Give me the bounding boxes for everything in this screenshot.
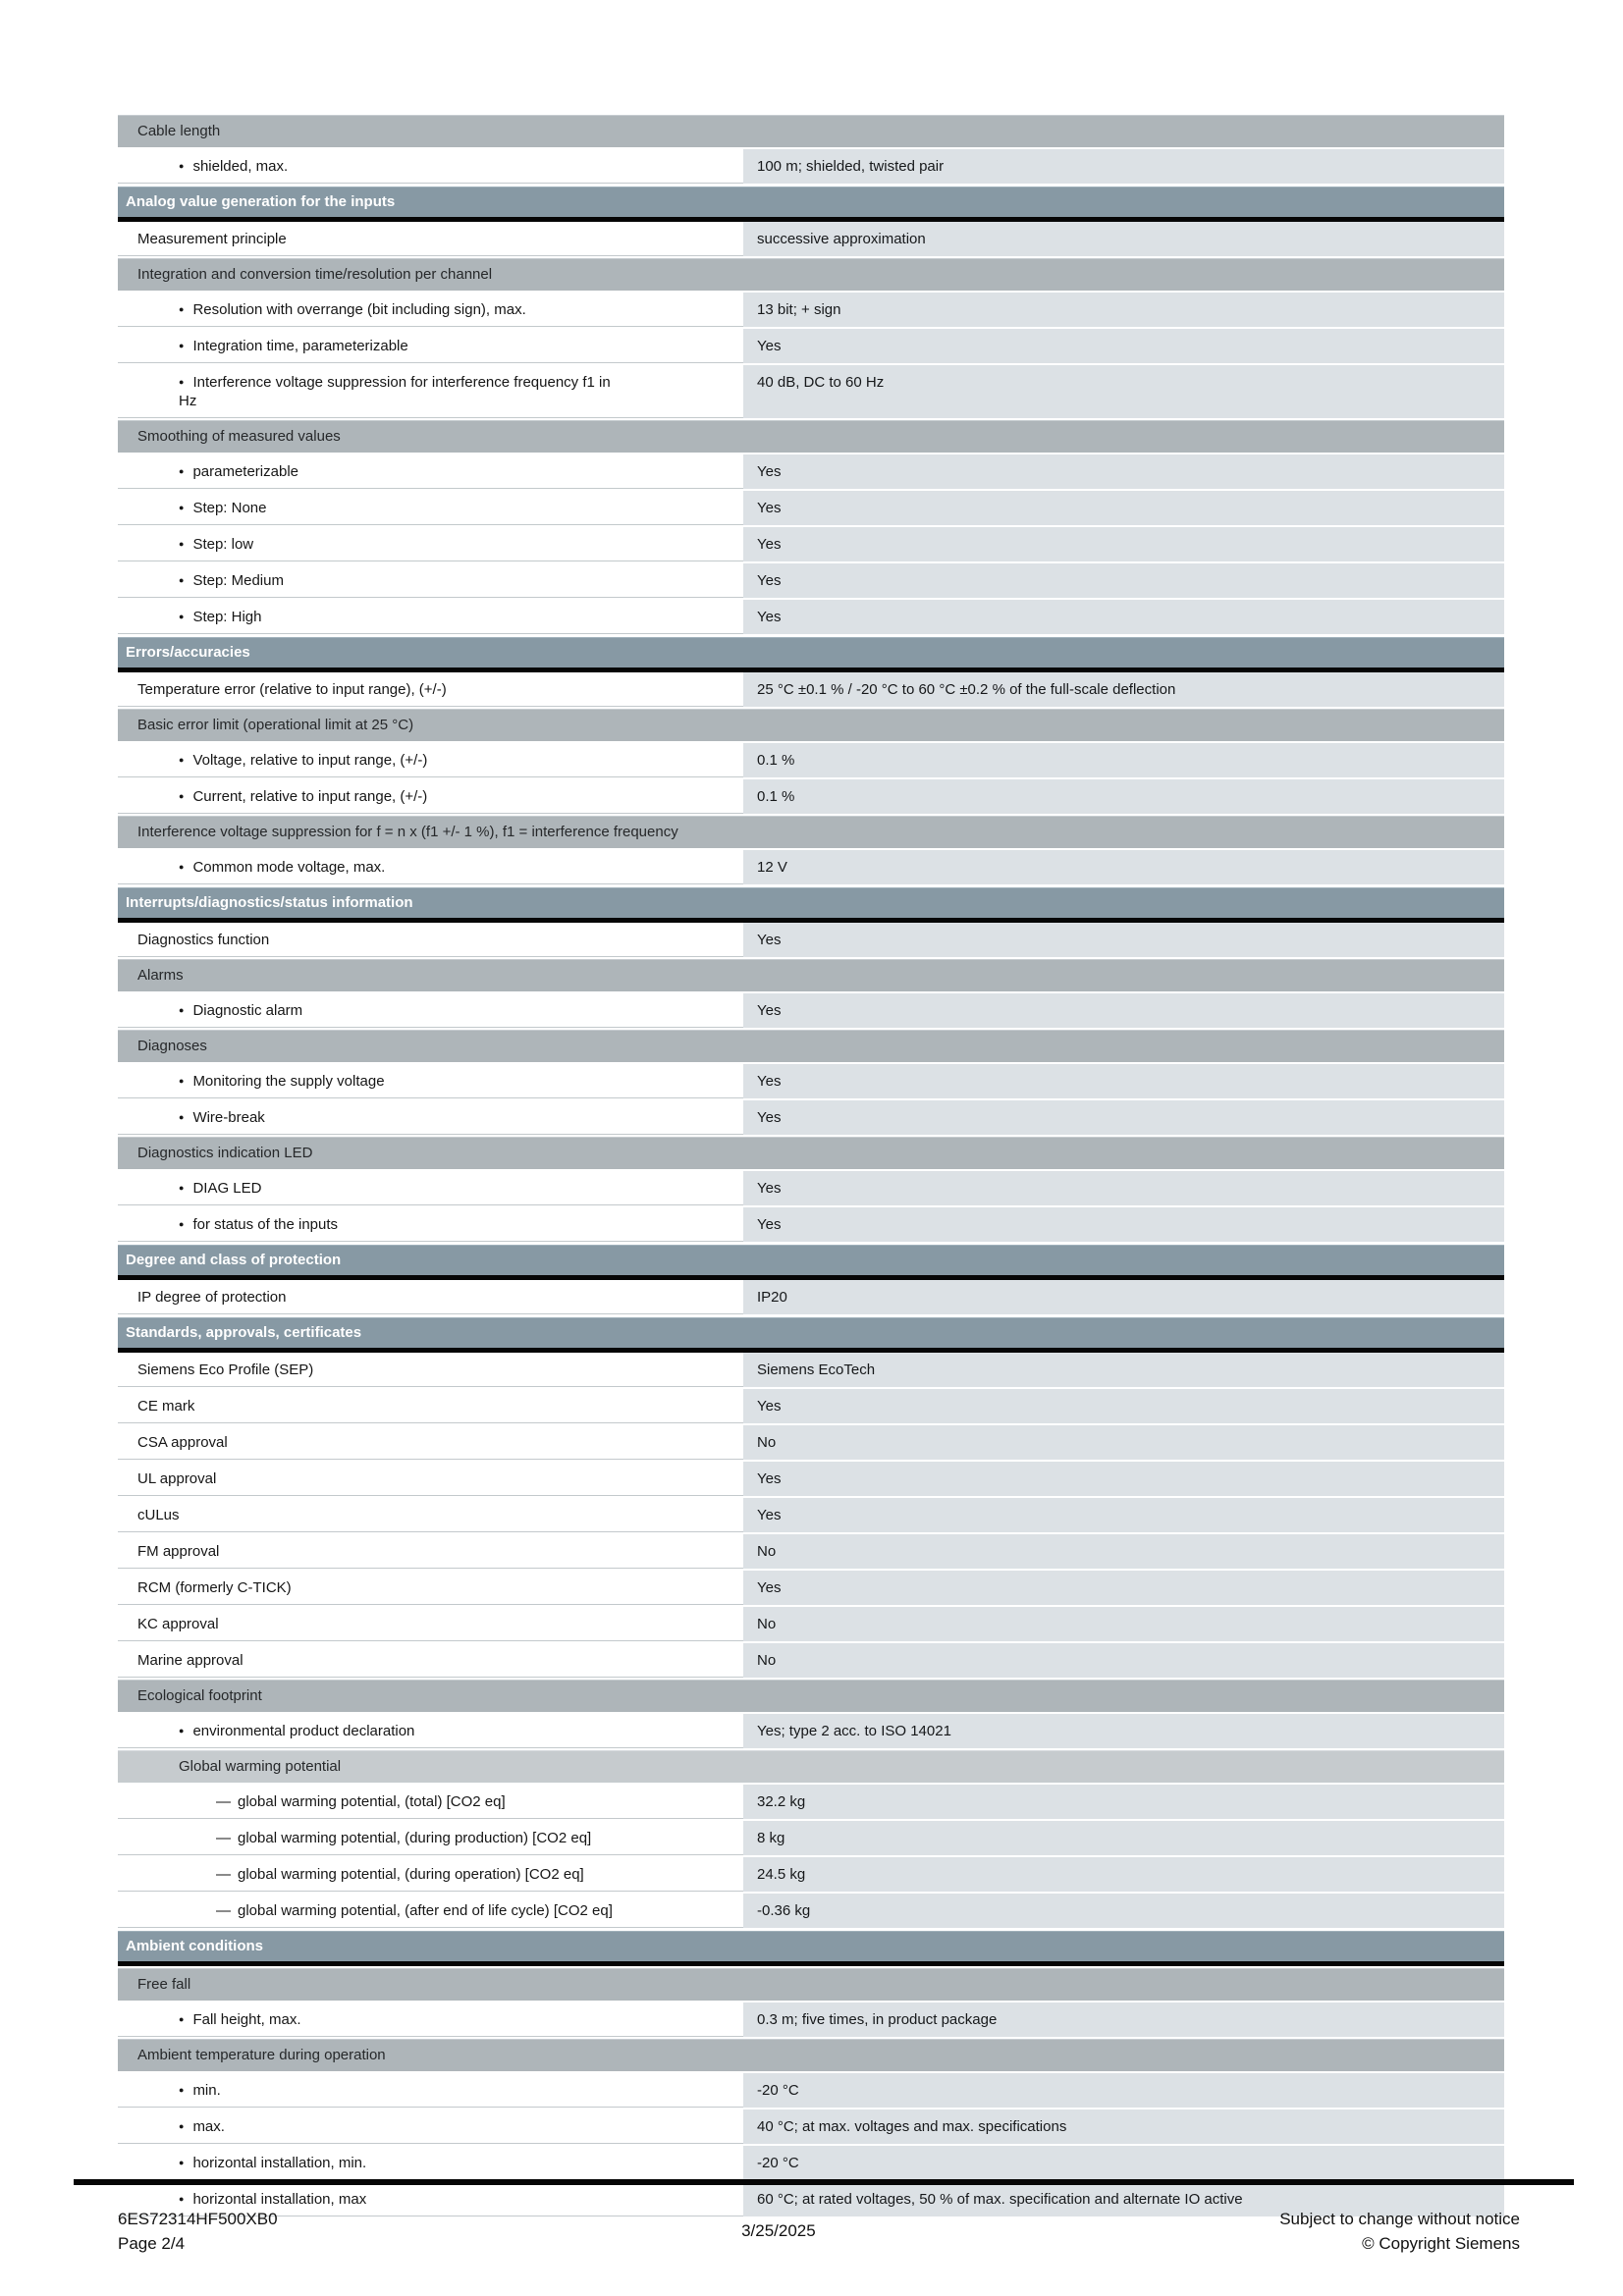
spec-value: Yes: [743, 993, 1504, 1028]
spec-row: [118, 1171, 1504, 1205]
spec-label-cell: [118, 1534, 743, 1569]
spec-label-cell: [118, 1389, 743, 1423]
spec-label-cell: [118, 1280, 743, 1314]
change-notice: Subject to change without notice: [1279, 2210, 1520, 2228]
spec-row: [118, 1462, 1504, 1496]
bullet-item-label: ● Wire-break: [179, 1109, 265, 1126]
spec-value: 32.2 kg: [743, 1785, 1504, 1819]
section-header: [118, 637, 1504, 672]
spec-value: Yes; type 2 acc. to ISO 14021: [743, 1714, 1504, 1748]
dash-item-label: — global warming potential, (after end of life cycle) [CO2 eq]: [216, 1902, 613, 1919]
section-header: [118, 887, 1504, 923]
bullet-item-label: ● for status of the inputs: [179, 1216, 338, 1233]
spec-label-cell: [118, 2073, 743, 2108]
spec-label-cell: [118, 923, 743, 957]
subsection-header: [118, 1137, 1504, 1169]
spec-label: Marine approval: [137, 1652, 243, 1669]
bullet-item-label: ● Monitoring the supply voltage: [179, 1073, 385, 1090]
header-label: Free fall: [137, 1976, 191, 1993]
spec-value: Yes: [743, 1389, 1504, 1423]
spec-label-cell: [118, 563, 743, 598]
spec-row: [118, 1100, 1504, 1135]
header-label: Interference voltage suppression for f = n x (f1 +/- 1 %), f1 = interference frequency: [137, 824, 678, 840]
header-label: Standards, approvals, certificates: [126, 1324, 362, 1341]
spec-value: successive approximation: [743, 222, 1504, 256]
spec-row: [118, 1894, 1504, 1928]
header-label: Errors/accuracies: [126, 644, 250, 661]
spec-label: KC approval: [137, 1616, 219, 1632]
spec-value: Yes: [743, 454, 1504, 489]
spec-row: [118, 1353, 1504, 1387]
spec-row: [118, 600, 1504, 634]
subsection-header: [118, 1030, 1504, 1062]
spec-label: Siemens Eco Profile (SEP): [137, 1362, 314, 1378]
spec-value: IP20: [743, 1280, 1504, 1314]
spec-value: Yes: [743, 1462, 1504, 1496]
spec-value: No: [743, 1643, 1504, 1678]
spec-value: Siemens EcoTech: [743, 1353, 1504, 1387]
dash-item-label: — global warming potential, (during production) [CO2 eq]: [216, 1830, 591, 1846]
spec-label-cell: [118, 293, 743, 327]
spec-row: [118, 1714, 1504, 1748]
spec-row: [118, 2002, 1504, 2037]
header-label: Ambient temperature during operation: [137, 2047, 386, 2063]
spec-row: [118, 293, 1504, 327]
spec-label: IP degree of protection: [137, 1289, 287, 1306]
spec-label-cell: [118, 1785, 743, 1819]
spec-row: [118, 222, 1504, 256]
spec-row: [118, 1643, 1504, 1678]
spec-value: Yes: [743, 1171, 1504, 1205]
spec-value: Yes: [743, 923, 1504, 957]
subsection-header: [118, 816, 1504, 848]
spec-table: [118, 115, 1504, 2216]
spec-label-cell: [118, 527, 743, 561]
bullet-item-label: ● shielded, max.: [179, 158, 288, 175]
spec-value: 24.5 kg: [743, 1857, 1504, 1892]
spec-row: [118, 743, 1504, 777]
spec-row: [118, 1207, 1504, 1242]
bullet-item-label: ● Current, relative to input range, (+/-): [179, 788, 427, 805]
spec-value: Yes: [743, 563, 1504, 598]
subsection-header: [118, 1680, 1504, 1712]
spec-label: Temperature error (relative to input range), (+/-): [137, 681, 447, 698]
spec-value: No: [743, 1534, 1504, 1569]
spec-label-cell: [118, 1462, 743, 1496]
spec-row: [118, 993, 1504, 1028]
header-label: Integration and conversion time/resolution per channel: [137, 266, 493, 283]
spec-value: 8 kg: [743, 1821, 1504, 1855]
spec-label-cell: [118, 491, 743, 525]
header-label: Smoothing of measured values: [137, 428, 341, 445]
header-label: Analog value generation for the inputs: [126, 193, 396, 210]
subsection-header: [118, 2039, 1504, 2071]
header-label: Global warming potential: [179, 1758, 342, 1775]
page-footer: [118, 2207, 1520, 2256]
spec-label-cell: [118, 1571, 743, 1605]
spec-label-cell: [118, 1607, 743, 1641]
spec-row: [118, 329, 1504, 363]
header-label: Alarms: [137, 967, 184, 984]
spec-value: 40 dB, DC to 60 Hz: [743, 365, 1504, 418]
spec-value: 40 °C; at max. voltages and max. specifications: [743, 2109, 1504, 2144]
spec-value: 13 bit; + sign: [743, 293, 1504, 327]
spec-label-cell: [118, 454, 743, 489]
spec-value: 0.1 %: [743, 779, 1504, 814]
spec-row: [118, 1821, 1504, 1855]
bullet-item-label: ● parameterizable: [179, 463, 298, 480]
spec-value: Yes: [743, 1498, 1504, 1532]
section-header: [118, 1931, 1504, 1966]
spec-row: [118, 1498, 1504, 1532]
bullet-item-label: ● Step: Medium: [179, 572, 284, 589]
header-label: Ecological footprint: [137, 1687, 262, 1704]
spec-row: [118, 365, 1504, 418]
spec-value: -20 °C: [743, 2073, 1504, 2108]
table-clip: [118, 113, 1504, 2208]
spec-label-cell: [118, 1643, 743, 1678]
header-label: Diagnoses: [137, 1038, 207, 1054]
bullet-item-label: ● Step: High: [179, 609, 261, 625]
bullet-item-label: ● min.: [179, 2082, 221, 2099]
spec-value: No: [743, 1607, 1504, 1641]
spec-label: FM approval: [137, 1543, 220, 1560]
section-header: [118, 187, 1504, 222]
spec-row: [118, 2073, 1504, 2108]
section-header: [118, 1245, 1504, 1280]
spec-value: Yes: [743, 1100, 1504, 1135]
bullet-item-label: ● Fall height, max.: [179, 2011, 300, 2028]
spec-label: CE mark: [137, 1398, 195, 1415]
header-label: Interrupts/diagnostics/status information: [126, 894, 413, 911]
footer-date: 3/25/2025: [741, 2221, 816, 2240]
spec-label-cell: [118, 329, 743, 363]
spec-label-cell: [118, 2109, 743, 2144]
bullet-item-label: ● horizontal installation, max: [179, 2191, 366, 2208]
spec-row: [118, 923, 1504, 957]
bullet-item-label: ● Interference voltage suppression for interference frequency f1 in Hz: [179, 374, 611, 409]
spec-label-cell: [118, 1100, 743, 1135]
spec-value: 0.3 m; five times, in product package: [743, 2002, 1504, 2037]
spec-row: [118, 779, 1504, 814]
spec-value: Yes: [743, 527, 1504, 561]
spec-label-cell: [118, 743, 743, 777]
footer-left: [118, 2207, 278, 2256]
spec-value: Yes: [743, 1064, 1504, 1098]
bullet-item-label: ● max.: [179, 2118, 225, 2135]
section-header: [118, 1317, 1504, 1353]
bullet-item-label: ● Diagnostic alarm: [179, 1002, 302, 1019]
spec-value: 0.1 %: [743, 743, 1504, 777]
spec-row: [118, 2109, 1504, 2144]
spec-value: Yes: [743, 600, 1504, 634]
spec-label-cell: [118, 1857, 743, 1892]
spec-row: [118, 1607, 1504, 1641]
subsection-header: [118, 1750, 1504, 1783]
spec-label-cell: [118, 365, 743, 418]
subsection-header: [118, 258, 1504, 291]
spec-row: [118, 1534, 1504, 1569]
spec-value: 12 V: [743, 850, 1504, 884]
spec-label-cell: [118, 1207, 743, 1242]
spec-label: Diagnostics function: [137, 932, 270, 948]
spec-label: RCM (formerly C-TICK): [137, 1579, 292, 1596]
dash-item-label: — global warming potential, (total) [CO2 eq]: [216, 1793, 506, 1810]
header-label: Cable length: [137, 123, 221, 139]
spec-row: [118, 2146, 1504, 2180]
subsection-header: [118, 709, 1504, 741]
spec-row: [118, 491, 1504, 525]
copyright: © Copyright Siemens: [1362, 2234, 1520, 2253]
spec-label-cell: [118, 1821, 743, 1855]
spec-label-cell: [118, 1425, 743, 1460]
spec-value: 60 °C; at rated voltages, 50 % of max. specification and alternate IO active: [743, 2182, 1504, 2216]
dash-item-label: — global warming potential, (during operation) [CO2 eq]: [216, 1866, 584, 1883]
spec-label-cell: [118, 2002, 743, 2037]
spec-row: [118, 527, 1504, 561]
spec-value: Yes: [743, 1571, 1504, 1605]
page-number: Page 2/4: [118, 2234, 186, 2253]
bullet-item-label: ● horizontal installation, min.: [179, 2155, 366, 2171]
bullet-item-label: ● Integration time, parameterizable: [179, 338, 408, 354]
spec-label-cell: [118, 779, 743, 814]
spec-label-cell: [118, 672, 743, 707]
spec-label-cell: [118, 1171, 743, 1205]
spec-label: Measurement principle: [137, 231, 287, 247]
spec-label-cell: [118, 222, 743, 256]
spec-label-cell: [118, 1498, 743, 1532]
spec-value: 25 °C ±0.1 % / -20 °C to 60 °C ±0.2 % of the full-scale deflection: [743, 672, 1504, 707]
spec-value: Yes: [743, 491, 1504, 525]
spec-value: -20 °C: [743, 2146, 1504, 2180]
spec-row: [118, 563, 1504, 598]
spec-row: [118, 1425, 1504, 1460]
spec-row: [118, 672, 1504, 707]
spec-label: cULus: [137, 1507, 180, 1523]
bullet-item-label: ● Step: low: [179, 536, 253, 553]
article-number: 6ES72314HF500XB0: [118, 2210, 278, 2228]
spec-label-cell: [118, 600, 743, 634]
spec-value: 100 m; shielded, twisted pair: [743, 149, 1504, 184]
footer-right: [1279, 2207, 1520, 2256]
spec-row: [118, 1857, 1504, 1892]
spec-row: [118, 454, 1504, 489]
spec-label: UL approval: [137, 1470, 217, 1487]
spec-label-cell: [118, 850, 743, 884]
spec-label-cell: [118, 1894, 743, 1928]
header-label: Degree and class of protection: [126, 1252, 342, 1268]
bullet-item-label: ● Common mode voltage, max.: [179, 859, 385, 876]
spec-row: [118, 1064, 1504, 1098]
spec-row: [118, 850, 1504, 884]
header-label: Basic error limit (operational limit at 25 °C): [137, 717, 414, 733]
spec-row: [118, 1389, 1504, 1423]
subsection-header: [118, 1968, 1504, 2001]
spec-label-cell: [118, 993, 743, 1028]
spec-row: [118, 1280, 1504, 1314]
page-bottom-rule: [74, 2179, 1574, 2185]
spec-label-cell: [118, 2146, 743, 2180]
spec-value: Yes: [743, 1207, 1504, 1242]
subsection-header: [118, 959, 1504, 991]
spec-value: Yes: [743, 329, 1504, 363]
spec-label-cell: [118, 1714, 743, 1748]
subsection-header: [118, 115, 1504, 147]
spec-value: No: [743, 1425, 1504, 1460]
header-label: Diagnostics indication LED: [137, 1145, 313, 1161]
bullet-item-label: ● DIAG LED: [179, 1180, 261, 1197]
header-label: Ambient conditions: [126, 1938, 263, 1954]
spec-row: [118, 1571, 1504, 1605]
spec-label-cell: [118, 1353, 743, 1387]
bullet-item-label: ● Voltage, relative to input range, (+/-): [179, 752, 427, 769]
spec-row: [118, 1785, 1504, 1819]
bullet-item-label: ● Step: None: [179, 500, 267, 516]
spec-value: -0.36 kg: [743, 1894, 1504, 1928]
subsection-header: [118, 420, 1504, 453]
bullet-item-label: ● Resolution with overrange (bit including sign), max.: [179, 301, 526, 318]
spec-row: [118, 149, 1504, 184]
spec-label-cell: [118, 149, 743, 184]
bullet-item-label: ● environmental product declaration: [179, 1723, 414, 1739]
spec-label-cell: [118, 1064, 743, 1098]
spec-label: CSA approval: [137, 1434, 228, 1451]
